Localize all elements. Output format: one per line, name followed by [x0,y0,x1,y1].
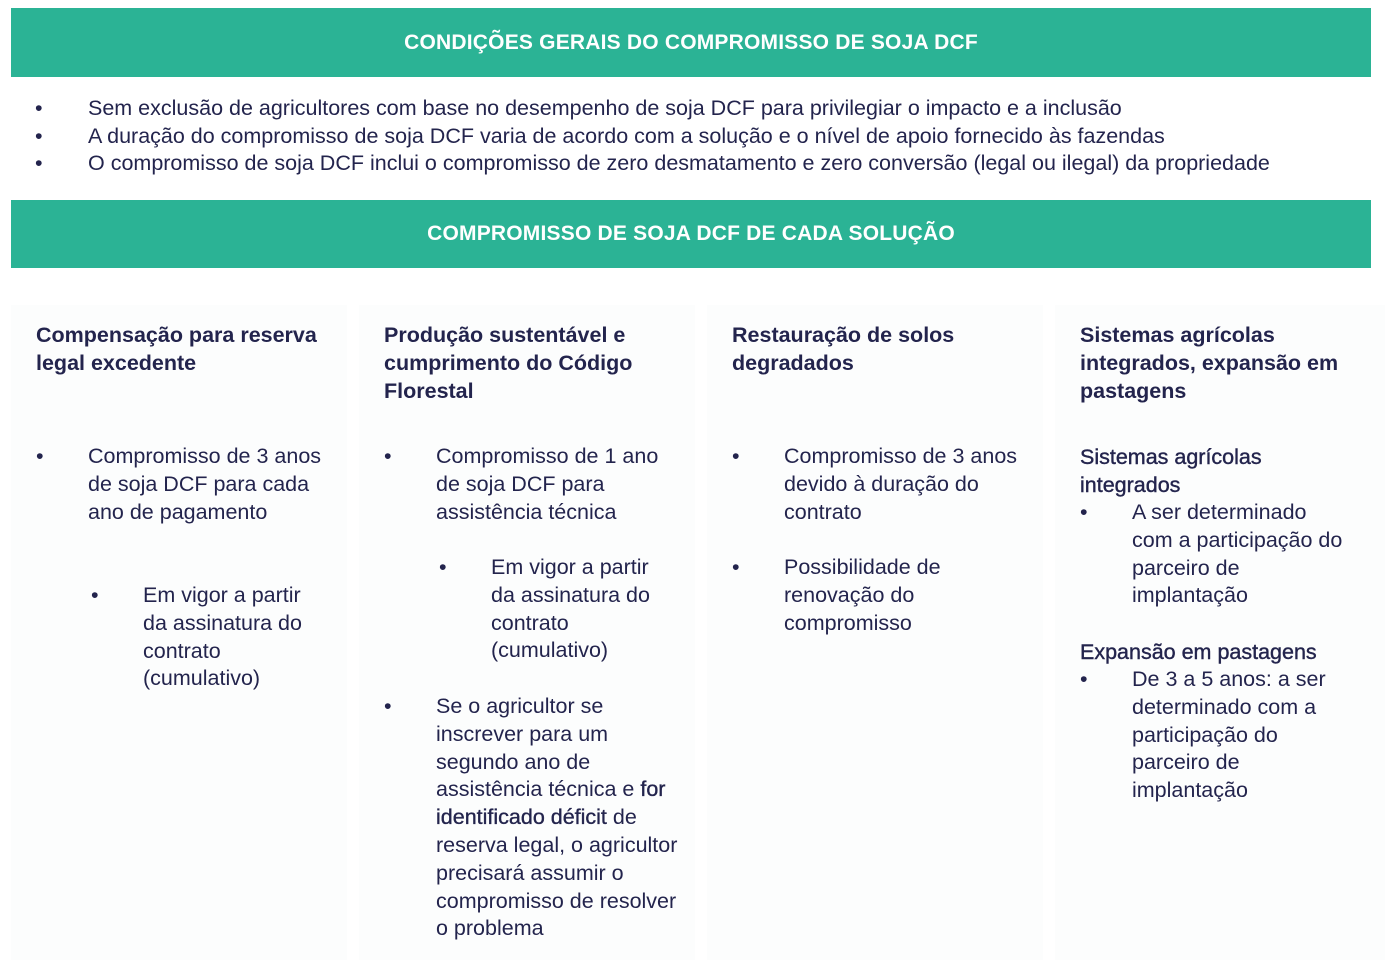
solutions-title: COMPROMISSO DE SOJA DCF DE CADA SOLUÇÃO [427,222,955,245]
list-item: • A duração do compromisso de soja DCF varia de acordo com a solução e o nível de apoio fornecido às fazendas [11,123,1371,151]
bullet-icon: • [35,123,43,148]
bullet-icon: • [35,151,43,175]
solution-column-soil-restoration [707,305,1043,960]
solutions-banner [11,200,1371,268]
list-item: • O compromisso de soja DCF inclui o compromisso de zero desmatamento e zero conversão (legal ou ilegal) da propriedade [11,150,1371,178]
list-item: • A ser determinado com a participação do parceiro de implantação [1080,500,1343,608]
list-item: • Compromisso de 3 anos de soja DCF para cada ano de pagamento [36,444,322,524]
solution-column-sustainable-production [359,305,695,960]
column-title: Sistemas agrícolas integrados, expansão em pastagens [1080,323,1339,403]
bullet-icon: • [35,96,43,120]
list-item: • De 3 a 5 anos: a ser determinado com a participação do parceiro de implantação [1080,667,1326,803]
bullet-icon: • [91,583,99,607]
list-item: • Em vigor a partir da assinatura do contrato (cumulativo) [91,583,302,691]
bullet-icon: • [732,444,740,468]
list-item: • Em vigor a partir da assinatura do contrato (cumulativo) [439,555,650,663]
list-item: • Compromisso de 1 ano de soja DCF para assistência técnica [384,444,659,524]
bullet-icon: • [384,694,392,718]
column-title: Restauração de solos degradados [732,323,955,375]
bullet-icon: • [384,444,392,468]
solution-column-compensation [11,305,347,960]
general-conditions-title: CONDIÇÕES GERAIS DO COMPROMISSO DE SOJA DCF [404,30,978,54]
subsection-heading: Expansão em pastagens [1080,640,1317,664]
bullet-icon: • [732,555,740,579]
subsection-heading: Sistemas agrícolas integrados [1080,445,1262,497]
bullet-icon: • [439,555,447,579]
bullet-icon: • [1080,500,1088,524]
general-conditions-banner [11,8,1371,77]
general-conditions-list [11,95,1371,178]
column-title: Compensação para reserva legal excedente [36,323,317,375]
bullet-icon: • [1080,667,1088,691]
list-item: • Sem exclusão de agricultores com base no desempenho de soja DCF para privilegiar o impacto e a inclusão [11,95,1371,123]
solution-column-integrated-systems [1055,305,1385,960]
list-item: • Possibilidade de renovação do compromisso [732,555,941,635]
list-item: • Compromisso de 3 anos devido à duração do contrato [732,444,1018,524]
column-title: Produção sustentável e cumprimento do Código Florestal [384,323,633,403]
list-item: • Se o agricultor se inscrever para um segundo ano de assistência técnica e for identificado déficit de reserva legal, o agricultor precisará assumir o compromisso de resolver o problema [384,694,678,941]
bullet-icon: • [36,444,44,468]
